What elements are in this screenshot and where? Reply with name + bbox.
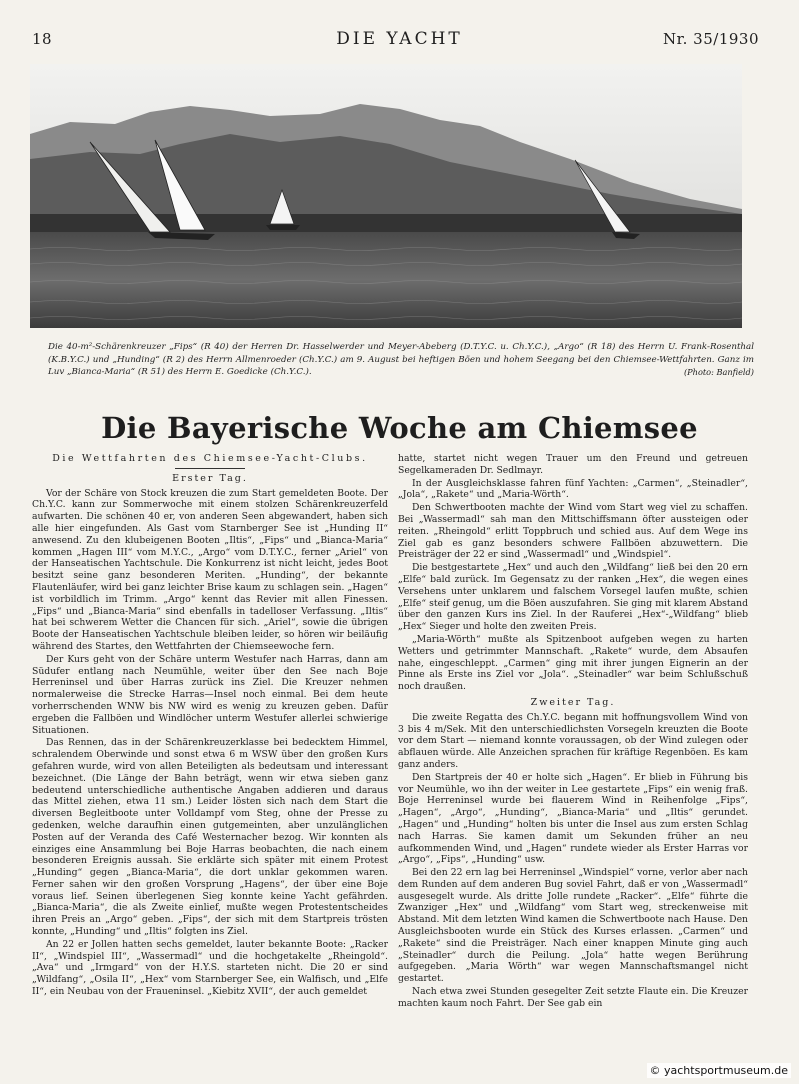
- divider: [175, 468, 245, 469]
- paragraph: Vor der Schäre von Stock kreuzen die zum Start gemeldeten Boote. Der Ch.Y.C. kann zur Sommerwoche mit einem stolzen Schärenkreuzerfeld aufwarten. Die schönen 40 er, von anderen Seen abgewandert, haben sich alle hier eingefunden. Als Gast vom Starnberger See ist „Hunding II“ anwesend. Zu den klubeigenen Booten „Iltis“, „Fips“ und „Bianca-Maria“ kommen „Hagen III“ vom M.Y.C., „Argo“ vom D.T.Y.C., ferner „Ariel“ von der Hanseatischen Yachtschule. Die Konkurrenz ist nicht leicht, jedes Boot besitzt seine ganz besonderen Meriten. „Hunding“, der bekannte Flautenläufer, wird bei ganz leichter Brise kaum zu schlagen sein. „Hagen“ ist vorbildlich im Trimm. „Argo“ kennt das Revier mit allen Finessen. „Fips“ und „Bianca-Maria“ sind ebenfalls in tadelloser Verfassung. „Iltis“ hat bei schwerem Wetter die Chancen für sich. „Ariel“, sowie die übrigen Boote der Hanseatischen Yachtschule bleiben leider, so hören wir beiläufig während des Startes, den Wettfahrten der Chiemseewoche fern.: [32, 487, 388, 652]
- regatta-photo: [30, 64, 742, 328]
- issue-number: Nr. 35/1930: [663, 30, 759, 48]
- paragraph: Der Kurs geht von der Schäre unterm Westufer nach Harras, dann am Südufer entlang nach Neumühle, weiter über den See nach Boje Herreninsel und über Harras zurück ins Ziel. Die Kreuzer nehmen normalerweise die Strecke Harras—Insel noch einmal. Bei dem heute vorherrschenden WNW bis NW wird es wenig zu kreuzen geben. Dafür ergeben die Fallböen und Windlöcher unterm Westufer allerlei schwierige Situationen.: [32, 653, 388, 736]
- paragraph: Das Rennen, das in der Schärenkreuzerklasse bei bedecktem Himmel, schralendem Oberwinde und sonst etwa 6 m WSW über den großen Kurs gefahren wurde, wird von allen Beteiligten als bedeutsam und interessant bezeichnet. (Die Länge der Bahn beträgt, wenn wir etwa sieben ganz bedeutend unterschiedliche authentische Angaben addieren und daraus das Mittel ziehen, etwa 11 sm.) Leider lösten sich nach dem Start die diversen Begleitboote unter Volldampf vom Steg, ohne der Presse zu gedenken, welche daraufhin einen gutgemeinten, aber unzulänglichen Posten auf der Veranda des Café Westernacher bezog. Wir konnten als einziges eine Ansammlung bei Boje Harras beobachten, die nach einem besonderen Ereignis aussah. Sie erklärte sich später mit einem Protest „Hunding“ gegen „Bianca-Maria“, die dort unklar gekommen waren. Ferner sahen wir den großen Vorsprung „Hagens“, der über eine Boje voraus lief. Seinen überlegenen Sieg konnte keine Yacht gefährden. „Bianca-Maria“, die als Zweite einlief, mußte wegen Protestentscheides ihren Preis an „Argo“ geben. „Fips“, der sich mit dem Startpreis trösten konnte, „Hunding“ und „Iltis“ folgten ins Ziel.: [32, 737, 388, 938]
- article-subtitle: Die Wettfahrten des Chiemsee-Yacht-Clubs.: [52, 453, 368, 464]
- paragraph: An 22 er Jollen hatten sechs gemeldet, lauter bekannte Boote: „Racker II“, „Windspiel III“, „Wassermadl“ und die hochgetakelte „Rheingold“. „Ava“ und „Irmgard“ von der H.Y.S. starteten nicht. Die 20 er sind „Wildfang“, „Osila II“, „Hex“ vom Starnberger See, ein Walfisch, und „Elfe II“, ein Neubau von der Fraueninsel. „Kiebitz XVII“, der auch gemeldet: [32, 938, 388, 998]
- right-column: [398, 453, 748, 1065]
- paragraph: In der Ausgleichsklasse fahren fünf Yachten: „Carmen“, „Steinadler“, „Jola“, „Rakete“ und „Maria-Wörth“.: [398, 477, 748, 501]
- paragraph: Die zweite Regatta des Ch.Y.C. begann mit hoffnungsvollem Wind von 3 bis 4 m/Sek. Mit den unterschiedlichsten Vorsegeln kreuzten die Boote vor dem Start — niemand konnte voraussagen, ob der Wind zulegen oder abflauen würde. Alle Anzeichen sprachen für kräftige Regenböen. Es kam ganz anders.: [398, 711, 748, 770]
- paragraph: „Maria-Wörth“ mußte als Spitzenboot aufgeben wegen zu harten Wetters und getrimmter Mannschaft. „Rakete“ wurde, dem Absaufen nahe, eingeschleppt. „Carmen“ ging mit ihrer jungen Eignerin an der Pinne als Erste ins Ziel vor „Jola“. „Steinadler“ war beim Schlußschuß noch draußen.: [398, 633, 748, 693]
- paragraph: hatte, startet nicht wegen Trauer um den Freund und getreuen Segelkameraden Dr. Sedlmayr.: [398, 453, 748, 476]
- article-title: Die Bayerische Woche am Chiemsee: [101, 411, 698, 445]
- paragraph: Die bestgestartete „Hex“ und auch den „Wildfang“ ließ bei den 20 ern „Elfe“ bald zurück. Im Gegensatz zu der ranken „Hex“, die wegen eines Versehens unter unklarem und falschem Vorsegel laufen mußte, schien „Elfe“ steif genug, um die Böen auszufahren. Sie ging mit klarem Abstand über den ganzen Kurs ins Ziel. In der Rauferei „Hex“-„Wildfang“ blieb „Hex“ Sieger und holte den zweiten Preis.: [398, 562, 748, 633]
- paragraph: Den Schwertbooten machte der Wind vom Start weg viel zu schaffen. Bei „Wassermadl“ sah man den Mittschiffsmann öfter aussteigen oder reiten. „Rheingold“ erlitt Toppbruch und schied aus. Auf dem Wege ins Ziel gab es ganz besonders schwere Fallböen abzuwettern. Die Preisträger der 22 er sind „Wassermadl“ und „Windspiel“.: [398, 502, 748, 561]
- caption-text: Die 40-m²-Schärenkreuzer „Fips“ (R 40) der Herren Dr. Hasselwerder und Meyer-Abeberg (D.T.Y.C. u. Ch.Y.C.), „Argo“ (R 18) des Herrn U. Frank-Rosenthal (K.B.Y.C.) und „Hunding“ (R 2) des Herrn Allmenroeder (Ch.Y.C.) am 9. August bei heftigen Böen und hohem Seegang bei den Chiemsee-Wettfahrten. Ganz im Luv „Bianca-Maria“ (R 51) des Herrn E. Goedicke (Ch.Y.C.).: [48, 342, 754, 377]
- day2-heading: Zweiter Tag.: [530, 696, 616, 708]
- paragraph: Nach etwa zwei Stunden gesegelter Zeit setzte Flaute ein. Die Kreuzer machten kaum noch Fahrt. Der See gab ein: [398, 986, 748, 1009]
- watermark: © yachtsportmuseum.de: [647, 1063, 791, 1078]
- day1-heading: Erster Tag.: [172, 472, 248, 484]
- paragraph: Den Startpreis der 40 er holte sich „Hagen“. Er blieb in Führung bis vor Neumühle, wo ihn der weiter in Lee gestartete „Fips“ ein wenig fraß. Boje Herreninsel wurde bei flauerem Wind in Reihenfolge „Fips“, „Hagen“, „Argo“, „Hunding“, „Bianca-Maria“ und „Iltis“ gerundet. „Hagen“ und „Hunding“ holten bis unter die Insel aus zum ersten Schlag nach Harras. Sie kamen damit um Sekunden früher an neu aufkommenden Wind, und „Hagen“ rundete wieder als Erster Harras vor „Argo“, „Fips“, „Hunding“ usw.: [398, 771, 748, 866]
- left-column: [32, 453, 388, 1065]
- shoreline: [30, 214, 742, 232]
- paragraph: Bei den 22 ern lag bei Herreninsel „Windspiel“ vorne, verlor aber nach dem Runden auf dem anderen Bug soviel Fahrt, daß er von „Wassermadl“ ausgesegelt wurde. Als dritte Jolle rundete „Racker“. „Elfe“ führte die Zwanziger „Hex“ und „Wildfang“ vom Start weg, streckenweise mit Abstand. Mit dem letzten Wind kamen die Schwertboote nach Hause. Den Ausgleichsbooten wurde ein Stück des Kurses erlassen. „Carmen“ und „Rakete“ sind die Preisträger. Nach einer knappen Minute ging auch „Steinadler“ durch die Peilung. „Jola“ hatte wegen Berührung aufgegeben. „Maria Wörth“ war wegen Mannschaftsmangel nicht gestartet.: [398, 867, 748, 985]
- lake: [30, 232, 742, 328]
- page-number: 18: [32, 30, 53, 48]
- magazine-title: DIE YACHT: [336, 29, 463, 49]
- photo-credit: (Photo: Banfield): [683, 367, 754, 377]
- photo-caption: [48, 341, 754, 379]
